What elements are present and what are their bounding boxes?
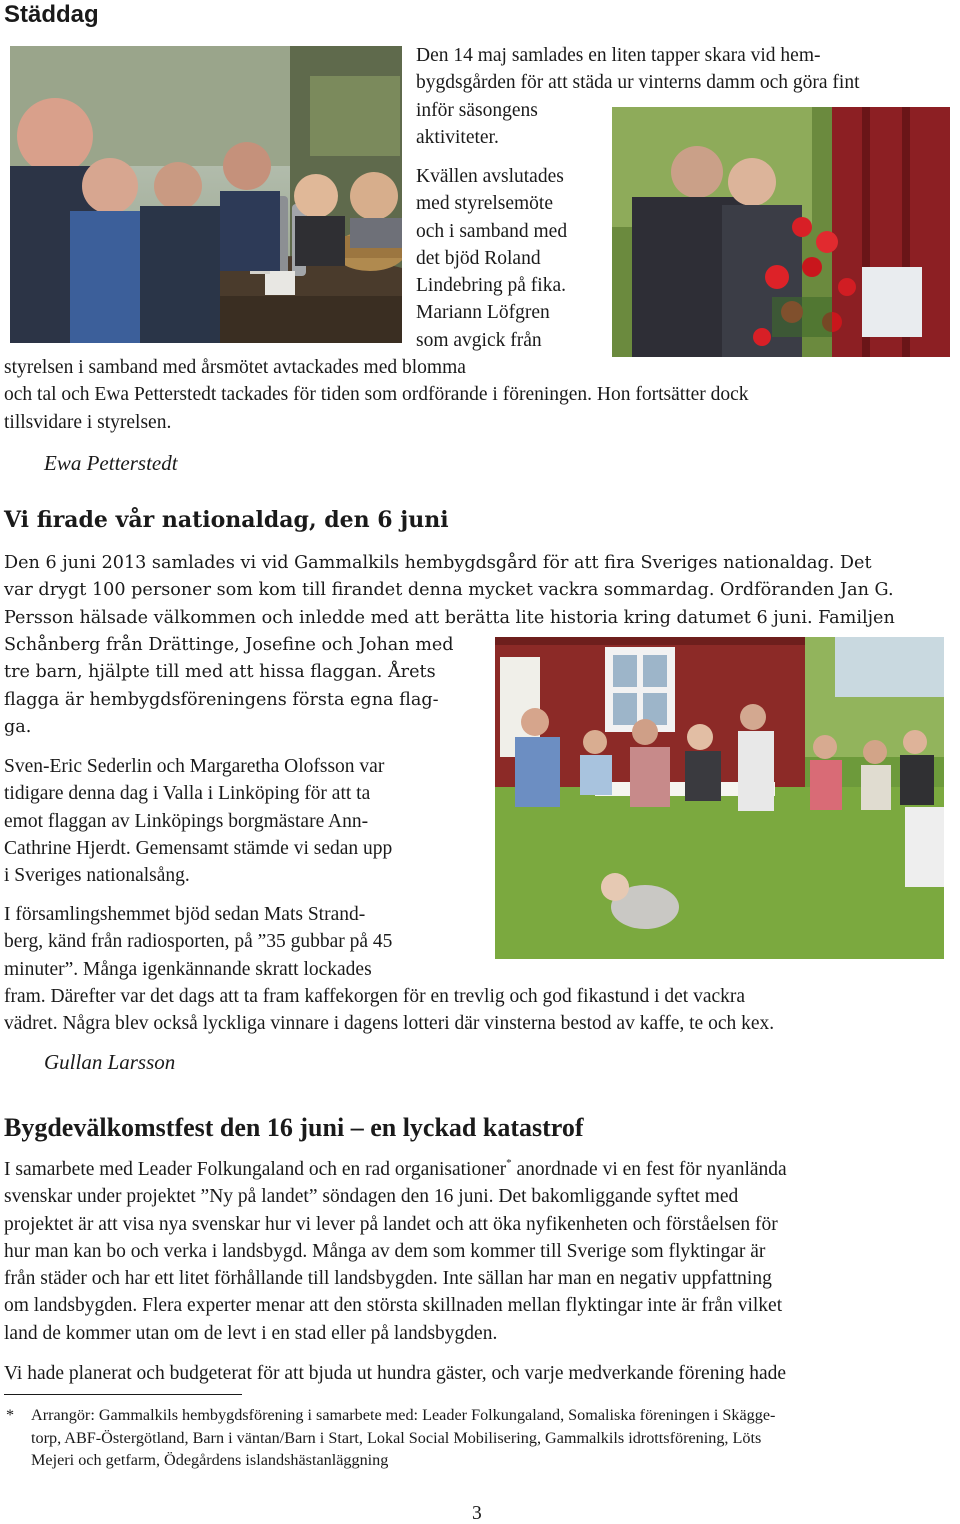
text-line: ga. [4,717,32,738]
text-line: som avgick från [416,329,542,351]
text-line: projektet är att visa nya svenskar hur vi lever på landet och att öka nyfikenheten och förståelsen för [4,1213,778,1235]
text-line: tidigare denna dag i Valla i Linköping för att ta [4,783,371,805]
text-line: om landsbygden. Flera experter menar att den största skillnaden mellan flyktingar inte är från vilket [4,1295,783,1317]
text-line: Arrangör: Gammalkils hembygdsförening i samarbete med: Leader Folkungaland, Somaliska föreningen i Skägge- [31,1406,776,1424]
text-line: I församlingshemmet bjöd sedan Mats Strand- [4,904,366,925]
nationaldag-para3 [4,901,774,1037]
text-line: tillsvidare i styrelsen. [4,411,172,433]
footnote-text [31,1404,775,1472]
text-line: Den 14 maj samlades en liten tapper skara vid hem- [416,45,821,66]
signature-ewa: Ewa Petterstedt [44,451,178,475]
text-line: Den 6 juni 2013 samlades vi vid Gammalkils hembygdsgård för att fira Sveriges nationaldag. Det [4,553,872,573]
signature-gullan: Gullan Larsson [44,1050,176,1074]
nationaldag-para1 [4,632,454,742]
text-line: Mariann Löfgren [416,302,550,324]
bygdefest-last-line: Vi hade planerat och budgeterat för att bjuda ut hundra gäster, och varje medverkande förening hade [4,1363,787,1384]
text-line [4,1156,787,1183]
text-line: Mejeri och getfarm, Ödegårdens islandshästanläggning [31,1451,389,1469]
text-line: bygdsgården för att städa ur vinterns damm och göra fint [416,72,860,94]
text-line: och i samband med [416,220,568,242]
text-line: flagga är hembygdsföreningens första egna flag- [4,689,439,710]
page-number: 3 [472,1503,482,1524]
staddag-full-text [4,354,749,436]
text-line: styrelsen i samband med årsmötet avtackades med blomma [4,357,466,378]
text-line: vädret. Några blev också lyckliga vinnare i dagens lotteri där vinsterna bestod av kaffe, te och kex. [4,1013,775,1035]
text-line: från städer och har ett litet förhållande till landsbygden. Inte sällan har man en negativ uppfattning [4,1268,772,1290]
text-line: land de kommer utan om de levt i en stad eller på landsbygden. [4,1322,498,1344]
footnote-reference[interactable]: * [506,1157,512,1169]
text-line: och tal och Ewa Petterstedt tackades för tiden som ordförande i föreningen. Hon fortsätter dock [4,384,749,406]
text-fragment: anordnade vi en fest för nyanlända [511,1159,787,1180]
picnic-illustration [10,46,402,343]
text-line: Cathrine Hjerdt. Gemensamt stämde vi sedan upp [4,837,393,859]
text-line: Persson hälsade välkommen och inledde med att berätta lite historia kring datumet 6 juni. Familjen [4,607,895,628]
text-line: Schånberg från Drättinge, Josefine och Johan med [4,635,454,655]
photo-flower-gift [612,107,950,357]
text-line: torp, ABF-Östergötland, Barn i väntan/Barn i Start, Lokal Social Mobilisering, Gammalkils idrottsförening, Löts [31,1428,762,1447]
text-line: inför säsongens [416,99,538,121]
text-line: fram. Därefter var det dags att ta fram kaffekorgen för en trevlig och god fikastund i det vackra [4,985,746,1007]
text-line: det bjöd Roland [416,247,541,269]
photo-picnic-group [10,46,402,343]
text-line: minuter”. Många igenkännande skratt lockades [4,958,372,980]
text-line: emot flaggan av Linköpings borgmästare Ann- [4,810,369,832]
text-fragment: I samarbete med Leader Folkungaland och en rad organisationer [4,1159,507,1180]
bygdefest-body [4,1156,787,1347]
text-line: med styrelsemöte [416,193,554,215]
heading-bygdevalkomstfest: Bygdevälkomstfest den 16 juni – en lyckad katastrof [4,1113,584,1142]
staddag-narrow-text [416,163,567,354]
heading-nationaldag: Vi firade vår nationaldag, den 6 juni [4,507,449,533]
text-line: hur man kan bo och verka i landsbygd. Många av dem som kommer till Sverige som flyktingar är [4,1240,766,1262]
text-line: Sven-Eric Sederlin och Margaretha Olofsson var [4,756,385,777]
text-line: Lindebring på fika. [416,275,566,297]
flower-illustration [612,107,950,357]
footnote-separator [4,1394,242,1395]
text-line: aktiviteter. [416,126,499,148]
text-line: berg, känd från radiosporten, på ”35 gubbar på 45 [4,931,393,953]
text-line: tre barn, hjälpte till med att hissa flaggan. Årets [4,662,436,683]
text-line: Kvällen avslutades [416,166,564,187]
heading-staddag: Städdag [4,1,99,28]
text-line: svenskar under projektet ”Ny på landet” söndagen den 16 juni. Det bakomliggande syftet med [4,1186,739,1208]
text-line: i Sveriges nationalsång. [4,865,190,887]
footnote-mark: * [6,1406,15,1424]
nationaldag-para2 [4,753,392,889]
text-line: var drygt 100 personer som kom till firandet denna mycket vackra sommardag. Ordföranden Jan G. [4,580,894,601]
nationaldag-intro [4,550,895,632]
